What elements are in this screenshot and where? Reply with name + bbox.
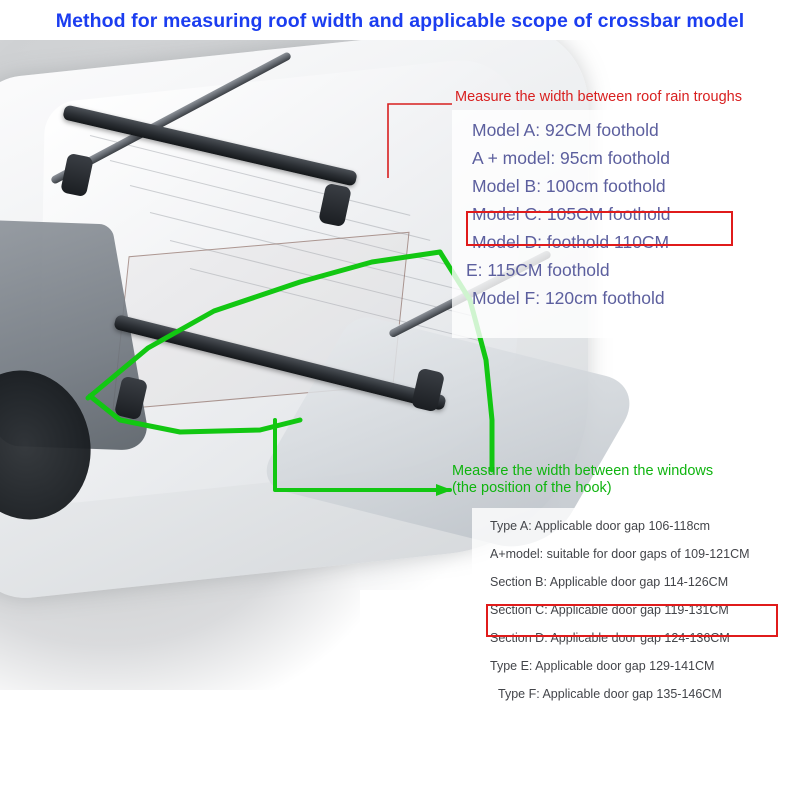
window-width-callout-line2: (the position of the hook) xyxy=(452,480,612,496)
door-gap-row: A+model: suitable for door gaps of 109-121CM xyxy=(490,547,750,561)
door-gap-row: Type F: Applicable door gap 135-146CM xyxy=(498,687,722,701)
roof-width-row: E: 115CM foothold xyxy=(466,260,610,280)
roof-width-panel xyxy=(452,110,784,338)
roof-width-row: Model D: foothold 110CM xyxy=(472,232,670,252)
door-gap-row: Section B: Applicable door gap 114-126CM xyxy=(490,575,729,589)
door-gap-row: Type A: Applicable door gap 106-118cm xyxy=(490,519,711,533)
door-gap-panel xyxy=(472,508,778,724)
door-gap-row-highlighted: Section C: Applicable door gap 119-131CM xyxy=(490,603,729,617)
page-title-text: Method for measuring roof width and applicable scope of crossbar model xyxy=(55,9,745,32)
roof-width-row: A + model: 95cm foothold xyxy=(472,148,670,168)
roof-width-row: Model A: 92CM foothold xyxy=(472,120,659,140)
roof-width-row: Model B: 100cm foothold xyxy=(472,176,666,196)
door-gap-row: Section D: Applicable door gap 124-136CM xyxy=(490,631,730,645)
roof-width-row-highlighted: Model C: 105CM foothold xyxy=(472,204,671,224)
roof-width-row: Model F: 120cm foothold xyxy=(472,288,665,308)
window-width-callout-line1: Measure the width between the windows xyxy=(452,463,714,479)
roof-trough-callout: Measure the width between roof rain troughs xyxy=(455,89,742,105)
door-gap-row: Type E: Applicable door gap 129-141CM xyxy=(490,659,715,673)
page-title xyxy=(0,0,800,42)
window-width-callout xyxy=(452,463,782,497)
